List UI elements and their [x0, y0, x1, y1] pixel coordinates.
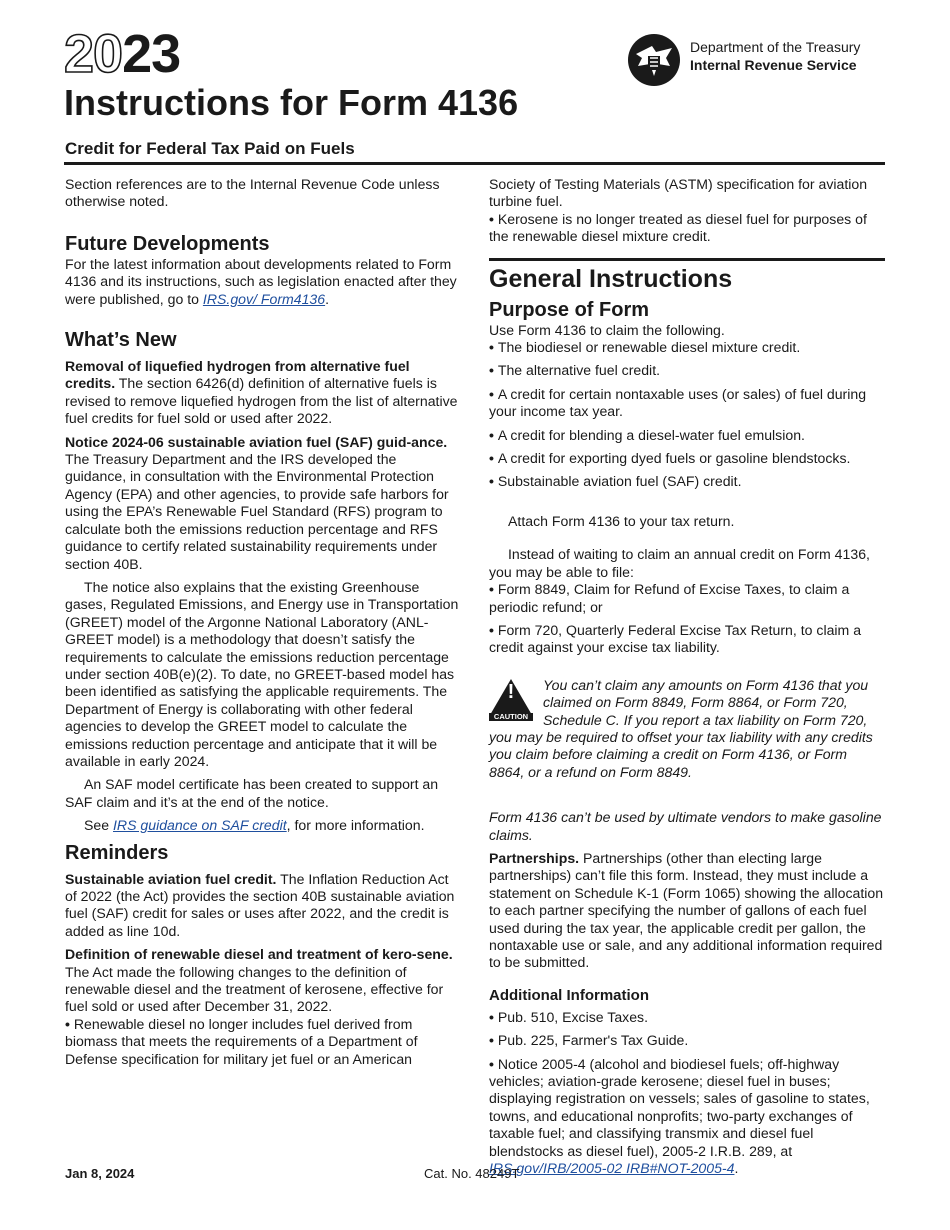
attach-note: Attach Form 4136 to your tax return. — [508, 512, 735, 529]
right-column — [489, 176, 885, 1183]
instead-note: Instead of waiting to claim an annual credit on Form 4136, you may be able to file: — [489, 546, 870, 580]
header-rule — [64, 162, 885, 165]
item-text: The section 6426(d) definition of alternative fuels is revised to remove liquefied hydrogen from the list of alternative fuel credits for fuel sold or used after 2022. — [65, 375, 458, 427]
list-item: • A credit for exporting dyed fuels or gasoline blendstocks. — [489, 450, 885, 467]
list-item: • Substainable aviation fuel (SAF) credit. — [489, 473, 885, 490]
whats-new-item-saf — [65, 434, 461, 573]
saf-guidance-link[interactable]: IRS guidance on SAF credit — [113, 817, 287, 834]
continued-text: Society of Testing Materials (ASTM) specification for aviation turbine fuel. — [489, 176, 868, 210]
whats-new-certificate-paragraph: An SAF model certificate has been created to support an SAF claim and it’s at the end of the notice. — [65, 776, 439, 810]
reminder-renewable-diesel — [65, 946, 461, 1016]
catalog-number: Cat. No. 48249T — [424, 1166, 520, 1181]
list-item: • Form 720, Quarterly Federal Excise Tax Return, to claim a credit against your excise tax liability. — [489, 622, 885, 657]
whats-new-item-hydrogen — [65, 358, 461, 428]
item-text: The Treasury Department and the IRS developed the guidance, in consultation with the Environmental Protection Agency (EPA) and other agencies, to provide safe harbors for using the EPA’s Renewable Fuel Standard (RFS) program to calculate both the emissions reduction percentage and RFS guidance to certify related sustainability requirements under section 40B. — [65, 451, 449, 572]
year-bold-digits: 23 — [122, 24, 181, 84]
list-item — [489, 1056, 885, 1178]
whats-new-heading: What’s New — [65, 329, 177, 352]
form4136-link[interactable]: IRS.gov/ Form4136 — [202, 290, 326, 307]
list-item: • Form 8849, Claim for Refund of Excise Taxes, to claim a periodic refund; or — [489, 581, 885, 616]
caution-text: You can’t claim any amounts on Form 4136 that you claimed on Form 8849, Form 8864, or Form 720, Schedule C. If you report a tax liability on Form 720, you may be required to offset your tax liability with any credits you claim before claiming a credit on Form 4136, or Form 8864, or a refund on Form 8849. — [489, 676, 873, 780]
irb-notice-link[interactable]: IRS.gov/IRB/2005-02 IRB#NOT-2005-4 — [489, 1160, 735, 1177]
department-name: Department of the Treasury — [690, 39, 861, 55]
future-text: For the latest information about developments related to Form 4136 and its instructions, such as legislation enacted after they were published, go to — [65, 255, 457, 307]
list-item: • Renewable diesel no longer includes fuel derived from biomass that meets the requirements of a Department of Defense specification for military jet fuel or an American — [65, 1016, 461, 1068]
item-lead: Removal of liquefied hydrogen from alternative fuel credits. — [65, 358, 410, 392]
purpose-intro: Use Form 4136 to claim the following. — [489, 321, 725, 338]
reminder-saf-credit — [65, 871, 461, 941]
item-lead: Sustainable aviation fuel credit. — [65, 870, 277, 887]
notice-end: . — [734, 1160, 739, 1177]
form-year — [64, 26, 180, 82]
page-title: Instructions for Form 4136 — [64, 82, 519, 123]
list-item: • A credit for blending a diesel-water fuel emulsion. — [489, 427, 885, 444]
item-text: The Act made the following changes to the definition of renewable diesel and the treatment of kerosene, effective for fuel sold or used after December 31, 2022. — [65, 963, 444, 1015]
whats-new-see-paragraph — [65, 817, 461, 834]
list-item: • The alternative fuel credit. — [489, 362, 885, 379]
irs-eagle-logo-icon — [622, 32, 686, 88]
general-instructions-heading: General Instructions — [489, 264, 733, 293]
caution-label: CAUTION — [493, 711, 529, 721]
intro-text: Section references are to the Internal Revenue Code unless otherwise noted. — [65, 176, 440, 210]
additional-information-heading: Additional Information — [489, 986, 649, 1004]
item-text: Partnerships (other than electing large partnerships) can’t file this form. Instead, they must include a statement on Schedule K-1 (Form 1065) showing the allocation to each partner specifying the number of gallons of each fuel used during the tax year, the applicable credit per gallon, the nontaxable use or sale, and any additional information required to be submitted. — [489, 849, 884, 971]
list-item: • Kerosene is no longer treated as diesel fuel for purposes of the renewable diesel mixture credit. — [489, 211, 885, 246]
item-text: The Inflation Reduction Act of 2022 (the Act) provides the section 40B sustainable aviation fuel (SAF) credit for sales or uses after 2022, and the credit is added as line 10d. — [65, 870, 455, 939]
caution-box — [489, 677, 885, 781]
vendors-note: Form 4136 can’t be used by ultimate vendors to make gasoline claims. — [489, 809, 882, 843]
caution-exclamation: ! — [507, 680, 515, 703]
partnerships-paragraph — [489, 850, 885, 972]
left-column — [65, 176, 461, 1074]
see-post: , for more information. — [286, 817, 425, 834]
future-text-end: . — [325, 290, 330, 307]
future-developments-heading: Future Developments — [65, 232, 270, 255]
purpose-of-form-heading: Purpose of Form — [489, 298, 650, 321]
list-item: • The biodiesel or renewable diesel mixture credit. — [489, 339, 885, 356]
issuing-agency — [690, 38, 860, 74]
caution-badge — [489, 677, 539, 727]
list-item: • Pub. 225, Farmer's Tax Guide. — [489, 1032, 885, 1049]
item-lead: Definition of renewable diesel and treatment of kero-sene. — [65, 946, 453, 963]
whats-new-greet-paragraph: The notice also explains that the existing Greenhouse gases, Regulated Emissions, and Energy use in Transportation (GREET) model of the Argonne National Laboratory (ANL-GREET model) is a methodology that doesn’t satisfy the requirements to calculate the emissions reduction percentage under section 40B(e)(2). To date, no GREET-based model has been identified as satisfying the applicable requirements. The Department of Energy is collaborating with other federal agencies to develop the GREET model to calculate the emissions reduction percentage and anticipate that it will be available in early 2024. — [65, 578, 459, 769]
notice-text: Notice 2005-4 (alcohol and biodiesel fuels; off-highway vehicles; aviation-grade kerosene; diesel fuel in buses; displaying registration on vessels; sales of gasoline to states, towns, and educational nonprofits; two-party exchanges of taxable fuel; and classifying transmix and diesel fuel blendstocks as diesel fuel), 2005-2 I.R.B. 289, at — [489, 1055, 870, 1159]
list-item: • Pub. 510, Excise Taxes. — [489, 1009, 885, 1026]
item-lead: Partnerships. — [489, 849, 580, 866]
page-subtitle: Credit for Federal Tax Paid on Fuels — [65, 139, 355, 158]
item-lead: Notice 2024-06 sustainable aviation fuel (SAF) guid-ance. — [65, 433, 448, 450]
year-outline-digits: 20 — [64, 24, 123, 84]
revision-date: Jan 8, 2024 — [65, 1166, 135, 1181]
reminders-heading: Reminders — [65, 841, 169, 864]
list-item: • A credit for certain nontaxable uses (or sales) of fuel during your income tax year. — [489, 386, 885, 421]
agency-name: Internal Revenue Service — [690, 57, 857, 73]
future-developments-text — [65, 256, 461, 308]
see-pre: See — [84, 817, 113, 834]
